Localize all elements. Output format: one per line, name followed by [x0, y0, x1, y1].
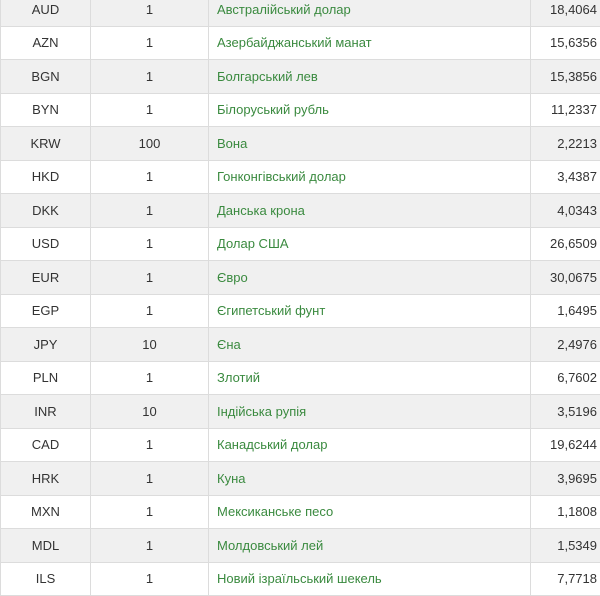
currency-name: Мексиканське песо: [209, 495, 531, 529]
table-row: [1, 328, 600, 362]
currency-code: KRW: [1, 127, 91, 161]
currency-code: BGN: [1, 60, 91, 94]
currency-units: 100: [91, 127, 209, 161]
currency-code: HKD: [1, 160, 91, 194]
currency-code: CAD: [1, 428, 91, 462]
currency-code: MXN: [1, 495, 91, 529]
currency-code: JPY: [1, 328, 91, 362]
exchange-rate: 1,6495: [531, 294, 600, 328]
currency-name: Азербайджанський манат: [209, 26, 531, 60]
currency-name: Вона: [209, 127, 531, 161]
table-row: [1, 160, 600, 194]
currency-name: Гонконгівський долар: [209, 160, 531, 194]
currency-code: EGP: [1, 294, 91, 328]
currency-code: MDL: [1, 529, 91, 563]
exchange-rate: 15,6356: [531, 26, 600, 60]
currency-name: Куна: [209, 462, 531, 496]
table-row: [1, 428, 600, 462]
exchange-rate: 3,5196: [531, 395, 600, 429]
currency-code: PLN: [1, 361, 91, 395]
currency-name: Єгипетський фунт: [209, 294, 531, 328]
exchange-rate: 1,5349: [531, 529, 600, 563]
currency-units: 1: [91, 160, 209, 194]
exchange-rate: 19,6244: [531, 428, 600, 462]
exchange-rate: 11,2337: [531, 93, 600, 127]
table-row: [1, 227, 600, 261]
currency-code: DKK: [1, 194, 91, 228]
exchange-rate: 7,7718: [531, 562, 600, 596]
currency-code: AUD: [1, 0, 91, 26]
currency-name: Молдовський лей: [209, 529, 531, 563]
exchange-rate: 6,7602: [531, 361, 600, 395]
currency-name: Євро: [209, 261, 531, 295]
exchange-rate: 30,0675: [531, 261, 600, 295]
table-row: [1, 127, 600, 161]
currency-name: Білоруський рубль: [209, 93, 531, 127]
exchange-rate: 2,2213: [531, 127, 600, 161]
table-row: [1, 495, 600, 529]
exchange-rate: 15,3856: [531, 60, 600, 94]
currency-code: EUR: [1, 261, 91, 295]
table-row: [1, 294, 600, 328]
table-row: [1, 562, 600, 596]
currency-units: 1: [91, 361, 209, 395]
exchange-rate: 2,4976: [531, 328, 600, 362]
currency-units: 10: [91, 328, 209, 362]
currency-units: 1: [91, 261, 209, 295]
currency-name: Австралійський долар: [209, 0, 531, 26]
currency-units: 1: [91, 294, 209, 328]
currency-name: Новий ізраїльський шекель: [209, 562, 531, 596]
table-row: [1, 361, 600, 395]
currency-units: 1: [91, 93, 209, 127]
table-row: [1, 60, 600, 94]
currency-units: 1: [91, 495, 209, 529]
currency-code: USD: [1, 227, 91, 261]
table-row: [1, 194, 600, 228]
table-row: [1, 261, 600, 295]
exchange-rate: 3,4387: [531, 160, 600, 194]
table-row: [1, 26, 600, 60]
currency-name: Єна: [209, 328, 531, 362]
currency-name: Злотий: [209, 361, 531, 395]
currency-units: 1: [91, 428, 209, 462]
currency-units: 1: [91, 462, 209, 496]
currency-units: 1: [91, 227, 209, 261]
currency-name: Канадський долар: [209, 428, 531, 462]
currency-name: Індійська рупія: [209, 395, 531, 429]
currency-code: AZN: [1, 26, 91, 60]
table-row: [1, 395, 600, 429]
currency-units: 1: [91, 194, 209, 228]
currency-code: ILS: [1, 562, 91, 596]
currency-units: 1: [91, 0, 209, 26]
table-row: [1, 0, 600, 26]
exchange-rate: 26,6509: [531, 227, 600, 261]
currency-units: 1: [91, 529, 209, 563]
currency-units: 10: [91, 395, 209, 429]
currency-code: HRK: [1, 462, 91, 496]
currency-code: BYN: [1, 93, 91, 127]
exchange-rate: 4,0343: [531, 194, 600, 228]
currency-name: Болгарський лев: [209, 60, 531, 94]
currency-code: INR: [1, 395, 91, 429]
currency-name: Долар США: [209, 227, 531, 261]
exchange-rate: 18,4064: [531, 0, 600, 26]
currency-units: 1: [91, 60, 209, 94]
currency-name: Данська крона: [209, 194, 531, 228]
exchange-rate: 1,1808: [531, 495, 600, 529]
table-row: [1, 93, 600, 127]
table-row: [1, 529, 600, 563]
exchange-rate: 3,9695: [531, 462, 600, 496]
currency-units: 1: [91, 26, 209, 60]
table-row: [1, 462, 600, 496]
currency-units: 1: [91, 562, 209, 596]
